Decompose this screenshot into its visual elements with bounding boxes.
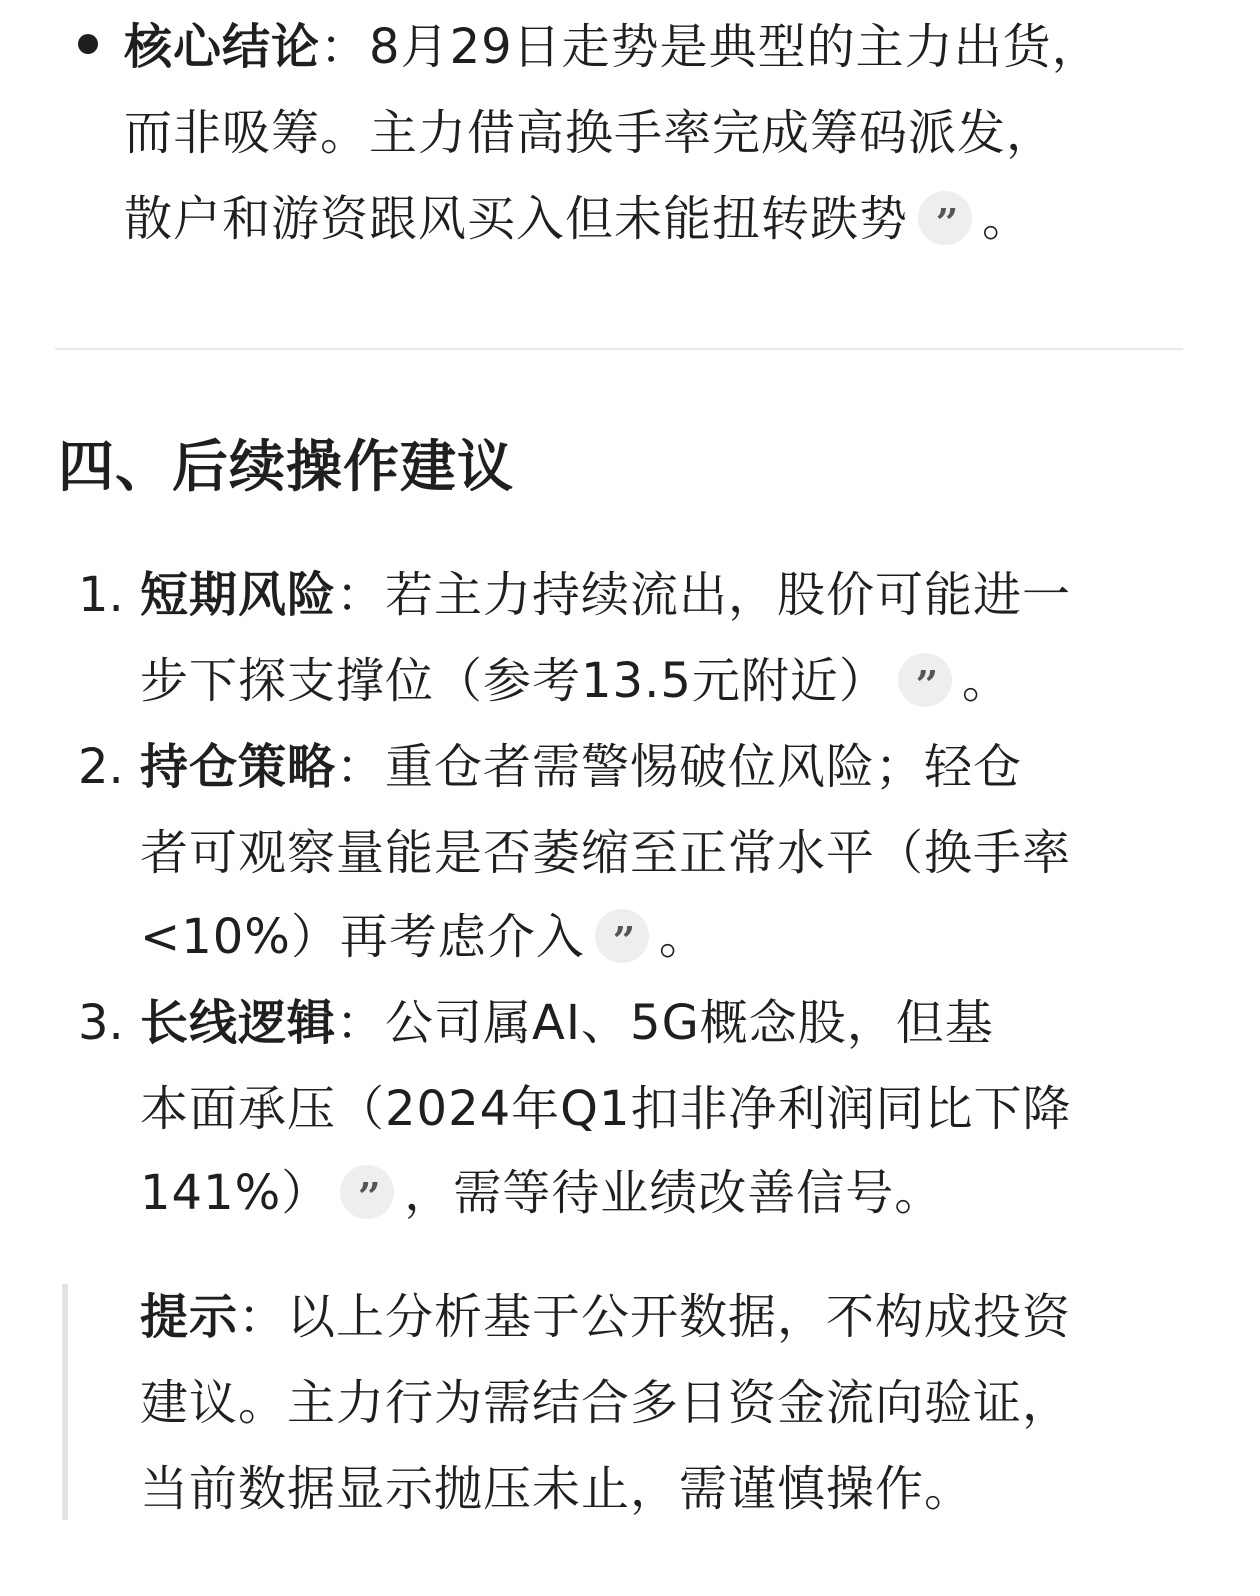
item-3-end: ，需等待业绩改善信号。 xyxy=(404,1165,944,1221)
item-2-text-2: 者可观察量能是否萎缩至正常水平（换手率 xyxy=(140,825,1072,881)
item-2-end: 。 xyxy=(658,909,708,965)
item-1-label: 短期风险 xyxy=(140,567,337,623)
conclusion-label: 核心结论 xyxy=(124,19,321,75)
item-3-text-1: 公司属AI、5G概念股，但基 xyxy=(385,995,994,1051)
item-2-colon: ： xyxy=(336,739,386,795)
item-2-line-1 xyxy=(140,724,1022,810)
bullet-dot xyxy=(78,34,98,54)
list-item-number: 3. xyxy=(78,995,124,1051)
conclusion-line-3 xyxy=(124,176,1031,262)
blockquote-bar xyxy=(62,1284,68,1520)
citation-quote-icon[interactable]: ’’ xyxy=(340,1165,394,1219)
item-1-end: 。 xyxy=(961,653,1011,709)
section-heading: 四、后续操作建议 xyxy=(58,435,514,500)
item-1-line-2 xyxy=(140,638,1011,724)
item-3-label: 长线逻辑 xyxy=(140,995,337,1051)
conclusion-text-1: 8月29日走势是典型的主力出货， xyxy=(369,19,1101,75)
conclusion-text-2: 而非吸筹。主力借高换手率完成筹码派发， xyxy=(124,105,1056,161)
item-1-text-1: 若主力持续流出，股价可能进一 xyxy=(385,567,1072,623)
tip-text-1: 以上分析基于公开数据，不构成投资 xyxy=(287,1289,1072,1345)
tip-label: 提示 xyxy=(140,1289,239,1345)
tip-line-3 xyxy=(140,1446,973,1532)
conclusion-line-1 xyxy=(124,4,1101,90)
item-1-colon: ： xyxy=(336,567,386,623)
list-item-number: 1. xyxy=(78,567,124,623)
tip-colon: ： xyxy=(238,1289,288,1345)
tip-line-1 xyxy=(140,1274,1071,1360)
tip-text-2: 建议。主力行为需结合多日资金流向验证， xyxy=(140,1375,1072,1431)
item-1-line-1 xyxy=(140,552,1071,638)
item-3-line-1 xyxy=(140,980,994,1066)
item-3-colon: ： xyxy=(336,995,386,1051)
conclusion-end: 。 xyxy=(982,191,1032,247)
list-item-number: 2. xyxy=(78,739,124,795)
item-2-line-3 xyxy=(140,894,708,980)
conclusion-colon: ： xyxy=(320,19,370,75)
item-2-text-3: <10%）再考虑介入 xyxy=(140,909,585,965)
item-2-text-1: 重仓者需警惕破位风险；轻仓 xyxy=(385,739,1023,795)
item-1-text-2: 步下探支撑位（参考13.5元附近） xyxy=(140,653,888,709)
tip-line-2 xyxy=(140,1360,1071,1446)
item-3-line-3 xyxy=(140,1150,943,1236)
item-3-text-3: 141%） xyxy=(140,1165,331,1221)
tip-text-3: 当前数据显示抛压未止，需谨慎操作。 xyxy=(140,1461,974,1517)
item-3-line-2 xyxy=(140,1066,1071,1152)
citation-quote-icon[interactable]: ’’ xyxy=(918,191,972,245)
item-2-line-2 xyxy=(140,810,1071,896)
citation-quote-icon[interactable]: ’’ xyxy=(898,653,952,707)
conclusion-line-2 xyxy=(124,90,1055,176)
item-3-text-2: 本面承压（2024年Q1扣非净利润同比下降 xyxy=(140,1081,1072,1137)
section-divider xyxy=(55,348,1183,350)
citation-quote-icon[interactable]: ’’ xyxy=(595,909,649,963)
conclusion-text-3: 散户和游资跟风买入但未能扭转跌势 xyxy=(124,191,909,247)
item-2-label: 持仓策略 xyxy=(140,739,337,795)
